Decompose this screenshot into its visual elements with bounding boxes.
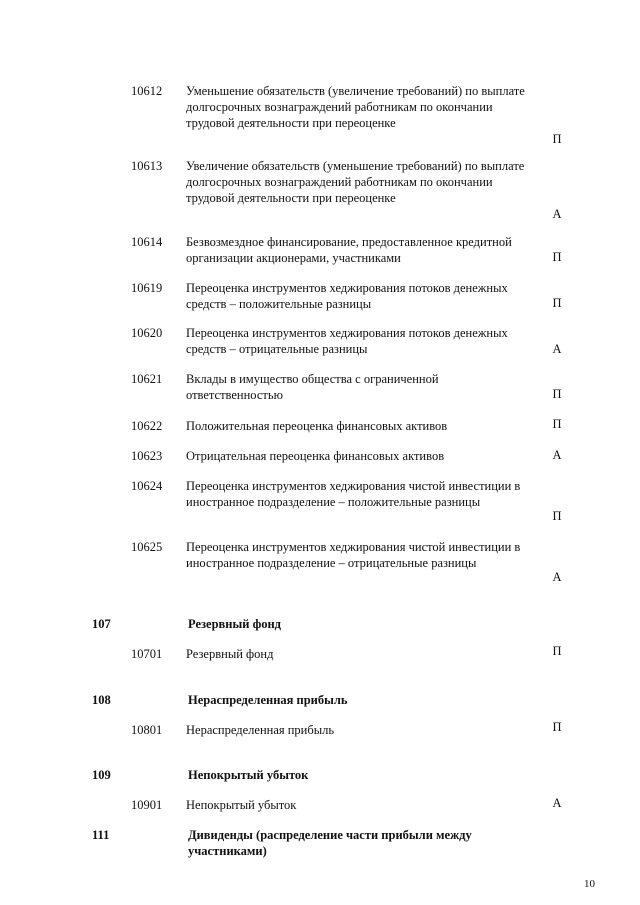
- account-code: 10613: [131, 159, 163, 173]
- account-code: 10625: [131, 540, 163, 554]
- account-description: Резервный фонд: [186, 647, 274, 661]
- account-description: Переоценка инструментов хеджирования потоков денежных средств – отрицательные разницы: [186, 326, 508, 356]
- account-type: А: [552, 342, 562, 356]
- account-type: П: [552, 720, 562, 734]
- account-code: 10620: [131, 326, 163, 340]
- account-code: 10623: [131, 449, 163, 463]
- account-type: А: [552, 570, 562, 584]
- account-description: Положительная переоценка финансовых активов: [186, 419, 448, 433]
- page-number: 10: [584, 878, 595, 890]
- account-code: 10619: [131, 281, 163, 295]
- account-description: Переоценка инструментов хеджирования чистой инвестиции в иностранное подразделение – отрицательные разницы: [186, 540, 521, 570]
- account-description: Переоценка инструментов хеджирования чистой инвестиции в иностранное подразделение – положительные разницы: [186, 479, 521, 509]
- section-code: 107: [92, 617, 111, 631]
- account-description: Непокрытый убыток: [186, 798, 297, 812]
- account-description: Переоценка инструментов хеджирования потоков денежных средств – положительные разницы: [186, 281, 508, 311]
- account-code: 10801: [131, 723, 163, 737]
- account-type: П: [552, 250, 562, 264]
- account-type: А: [552, 448, 562, 462]
- account-type: П: [552, 387, 562, 401]
- section-code: 111: [92, 828, 110, 842]
- section-title: Дивиденды (распределение части прибыли между участниками): [188, 828, 472, 858]
- section-code: 108: [92, 693, 111, 707]
- account-code: 10621: [131, 372, 163, 386]
- section-title: Резервный фонд: [188, 617, 282, 631]
- account-code: 10901: [131, 798, 163, 812]
- account-type: П: [552, 644, 562, 658]
- account-type: П: [552, 296, 562, 310]
- account-description: Безвозмездное финансирование, предоставленное кредитной организации акционерами, участниками: [186, 235, 512, 265]
- account-type: А: [552, 207, 562, 221]
- account-code: 10612: [131, 84, 163, 98]
- account-description: Увеличение обязательств (уменьшение требований) по выплате долгосрочных вознаграждений работникам по окончании трудовой деятельности при переоценке: [186, 159, 525, 205]
- account-description: Уменьшение обязательств (увеличение требований) по выплате долгосрочных вознаграждений работникам по окончании трудовой деятельности при переоценке: [186, 84, 525, 130]
- section-title: Нераспределенная прибыль: [188, 693, 348, 707]
- account-type: П: [552, 132, 562, 146]
- account-code: 10701: [131, 647, 163, 661]
- account-code: 10614: [131, 235, 163, 249]
- account-code: 10624: [131, 479, 163, 493]
- account-type: П: [552, 509, 562, 523]
- account-description: Отрицательная переоценка финансовых активов: [186, 449, 445, 463]
- account-type: П: [552, 417, 562, 431]
- account-type: А: [552, 796, 562, 810]
- section-code: 109: [92, 768, 111, 782]
- section-title: Непокрытый убыток: [188, 768, 309, 782]
- account-description: Вклады в имущество общества с ограниченной ответственностью: [186, 372, 439, 402]
- account-code: 10622: [131, 419, 163, 433]
- account-description: Нераспределенная прибыль: [186, 723, 335, 737]
